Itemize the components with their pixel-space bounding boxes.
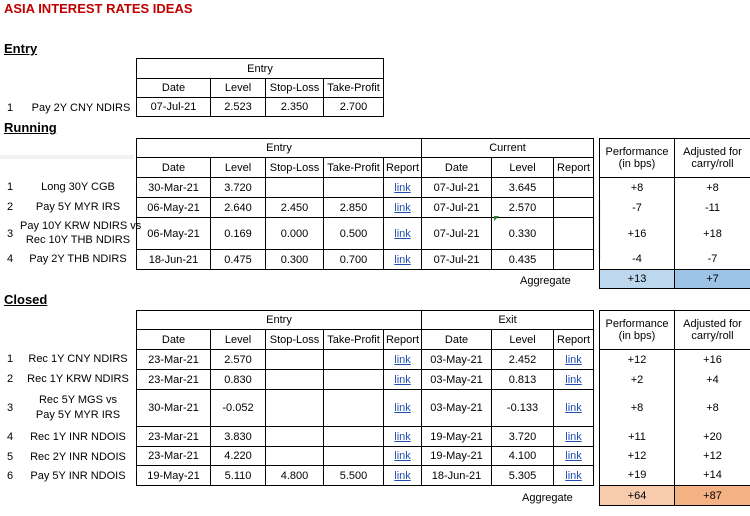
- trade-name: Pay 2Y CNY NDIRS: [31, 102, 131, 114]
- cell-stop-loss: [266, 390, 324, 427]
- adj-header: Adjusted for carry/roll: [675, 139, 750, 178]
- col-header-take-profit: Take-Profit: [324, 79, 384, 98]
- col-header-date: Date: [137, 330, 211, 350]
- report-link[interactable]: link: [394, 402, 411, 414]
- cell-stop-loss: 0.000: [266, 218, 324, 250]
- cell-level: 0.475: [211, 250, 266, 270]
- cell-exit-date: 03-May-21: [422, 370, 492, 390]
- trade-name-line2: Rec 10Y THB NDIRS: [25, 234, 131, 246]
- report-link[interactable]: link: [394, 253, 411, 266]
- cell-take-profit: [324, 178, 384, 198]
- aggregate-perf: +13: [600, 270, 675, 289]
- col-header-exit-report: Report: [554, 330, 594, 350]
- col-header-stop-loss: Stop-Loss: [266, 330, 324, 350]
- col-header-level: Level: [211, 158, 266, 178]
- report-link[interactable]: link: [394, 201, 411, 214]
- cell-date: 07-Jul-21: [137, 98, 211, 117]
- cell-adj: -7: [675, 250, 750, 270]
- cell-exit-date: 19-May-21: [422, 447, 492, 466]
- entry-table: [136, 58, 384, 117]
- cell-current-level: 0.435: [492, 250, 554, 270]
- cell-stop-loss: [266, 370, 324, 390]
- cell-take-profit: [324, 427, 384, 447]
- cell-exit-level: 2.452: [492, 350, 554, 370]
- row-index: 2: [7, 201, 14, 213]
- report-link[interactable]: link: [394, 469, 411, 482]
- cell-date: 06-May-21: [137, 218, 211, 250]
- row-index: 4: [7, 253, 14, 265]
- cell-perf: +2: [600, 370, 675, 390]
- table-row: [137, 370, 594, 390]
- table-row: [137, 390, 594, 427]
- section-heading-entry: Entry: [4, 41, 38, 56]
- cell-date: 23-Mar-21: [137, 370, 211, 390]
- perf-header: Performance (in bps): [600, 311, 675, 350]
- cell-level: 2.640: [211, 198, 266, 218]
- cell-take-profit: [324, 350, 384, 370]
- trade-name: Pay 5Y MYR IRS: [35, 201, 121, 213]
- aggregate-label: Aggregate: [520, 275, 571, 287]
- section-heading-closed: Closed: [4, 292, 48, 307]
- running-current-header: Current: [422, 139, 594, 158]
- table-row: [137, 350, 594, 370]
- report-link[interactable]: link: [394, 373, 411, 386]
- table-row: [137, 98, 384, 117]
- col-header-exit-level: Level: [492, 330, 554, 350]
- comment-marker-icon: [494, 216, 499, 221]
- entry-group-header: Entry: [137, 59, 384, 79]
- trade-name: Rec 5Y MGS vs: [38, 394, 118, 406]
- cell-level: -0.052: [211, 390, 266, 427]
- cell-adj: +16: [675, 350, 750, 370]
- cell-date: 23-Mar-21: [137, 447, 211, 466]
- closed-entry-header: Entry: [137, 311, 422, 330]
- report-link[interactable]: link: [394, 181, 411, 194]
- cell-exit-date: 18-Jun-21: [422, 466, 492, 486]
- col-header-report: Report: [384, 158, 422, 178]
- report-link[interactable]: link: [394, 430, 411, 443]
- row-index: 1: [7, 102, 14, 114]
- cell-current-report: [554, 218, 594, 250]
- cell-current-level: 0.330: [492, 218, 554, 250]
- cell-level: 3.720: [211, 178, 266, 198]
- trade-name: Pay 5Y INR NDOIS: [30, 470, 126, 482]
- table-row: [137, 198, 594, 218]
- col-header-report: Report: [384, 330, 422, 350]
- col-header-stop-loss: Stop-Loss: [266, 79, 324, 98]
- cell-level: 3.830: [211, 427, 266, 447]
- cell-level: 2.570: [211, 350, 266, 370]
- cell-adj: +4: [675, 370, 750, 390]
- col-header-date: Date: [137, 158, 211, 178]
- report-link[interactable]: link: [394, 227, 411, 240]
- exit-report-link[interactable]: link: [565, 353, 582, 366]
- cell-adj: +8: [675, 178, 750, 198]
- cell-current-level: 2.570: [492, 198, 554, 218]
- cell-perf: +12: [600, 350, 675, 370]
- cell-take-profit: 0.500: [324, 218, 384, 250]
- col-header-level: Level: [211, 330, 266, 350]
- closed-table: [136, 310, 594, 486]
- cell-take-profit: [324, 447, 384, 466]
- perf-header: Performance (in bps): [600, 139, 675, 178]
- closed-performance-table: [599, 310, 750, 506]
- cell-perf: +19: [600, 466, 675, 486]
- cell-adj: +8: [675, 390, 750, 427]
- cell-level: 5.110: [211, 466, 266, 486]
- cell-level: 2.523: [211, 98, 266, 117]
- col-header-date: Date: [137, 79, 211, 98]
- cell-date: 30-Mar-21: [137, 178, 211, 198]
- cell-current-level: 3.645: [492, 178, 554, 198]
- aggregate-adj: +87: [675, 486, 750, 506]
- cell-exit-level: 0.813: [492, 370, 554, 390]
- cell-current-date: 07-Jul-21: [422, 218, 492, 250]
- row-index: 5: [7, 451, 14, 463]
- trade-name: Pay 10Y KRW NDIRS vs: [20, 220, 142, 232]
- table-row: [137, 178, 594, 198]
- aggregate-label: Aggregate: [522, 492, 573, 504]
- cell-date: 19-May-21: [137, 466, 211, 486]
- cell-perf: +12: [600, 447, 675, 466]
- cell-stop-loss: [266, 447, 324, 466]
- row-index: 6: [7, 470, 14, 482]
- closed-exit-header: Exit: [422, 311, 594, 330]
- cell-exit-level: 4.100: [492, 447, 554, 466]
- cell-date: 23-Mar-21: [137, 427, 211, 447]
- trade-name: Rec 1Y CNY NDIRS: [28, 353, 128, 365]
- cell-perf: -4: [600, 250, 675, 270]
- col-header-level: Level: [211, 79, 266, 98]
- table-row: [137, 427, 594, 447]
- cell-level: 0.169: [211, 218, 266, 250]
- running-entry-header: Entry: [137, 139, 422, 158]
- cell-current-report: [554, 198, 594, 218]
- cell-current-report: [554, 178, 594, 198]
- cell-perf: +16: [600, 218, 675, 250]
- cell-stop-loss: [266, 178, 324, 198]
- cell-date: 30-Mar-21: [137, 390, 211, 427]
- table-row: [137, 250, 594, 270]
- row-index: 2: [7, 373, 14, 385]
- cell-adj: +18: [675, 218, 750, 250]
- cell-perf: -7: [600, 198, 675, 218]
- cell-stop-loss: 4.800: [266, 466, 324, 486]
- row-index: 3: [7, 228, 14, 240]
- exit-report-link[interactable]: link: [565, 430, 582, 443]
- table-row: [137, 466, 594, 486]
- col-header-exit-date: Date: [422, 330, 492, 350]
- cell-adj: +14: [675, 466, 750, 486]
- cell-adj: +12: [675, 447, 750, 466]
- cell-exit-level: 3.720: [492, 427, 554, 447]
- cell-level: 0.830: [211, 370, 266, 390]
- section-heading-running: Running: [4, 120, 57, 135]
- trade-name: Rec 2Y INR NDOIS: [30, 451, 126, 463]
- cell-exit-date: 03-May-21: [422, 350, 492, 370]
- cell-exit-date: 19-May-21: [422, 427, 492, 447]
- exit-report-link[interactable]: link: [565, 469, 582, 482]
- cell-current-date: 07-Jul-21: [422, 198, 492, 218]
- cell-current-report: [554, 250, 594, 270]
- row-index: 1: [7, 181, 14, 193]
- trade-name: Rec 1Y KRW NDIRS: [27, 373, 129, 385]
- page-title: ASIA INTEREST RATES IDEAS: [4, 1, 193, 16]
- row-index: 1: [7, 353, 14, 365]
- col-header-current-date: Date: [422, 158, 492, 178]
- cell-exit-level: -0.133: [492, 390, 554, 427]
- trade-name: Long 30Y CGB: [41, 181, 115, 193]
- cell-current-date: 07-Jul-21: [422, 250, 492, 270]
- cell-take-profit: 2.700: [324, 98, 384, 117]
- table-row: [137, 218, 594, 250]
- cell-take-profit: 0.700: [324, 250, 384, 270]
- running-performance-table: [599, 138, 750, 289]
- cell-exit-level: 5.305: [492, 466, 554, 486]
- cell-take-profit: [324, 370, 384, 390]
- cell-current-date: 07-Jul-21: [422, 178, 492, 198]
- row-index: 4: [7, 431, 14, 443]
- cell-stop-loss: 2.350: [266, 98, 324, 117]
- running-table: [136, 138, 594, 270]
- cell-perf: +11: [600, 427, 675, 447]
- cell-take-profit: [324, 390, 384, 427]
- aggregate-adj: +7: [675, 270, 750, 289]
- exit-report-link[interactable]: link: [565, 402, 582, 414]
- report-link[interactable]: link: [394, 353, 411, 366]
- trade-name: Rec 1Y INR NDOIS: [30, 431, 126, 443]
- cell-date: 06-May-21: [137, 198, 211, 218]
- cell-date: 23-Mar-21: [137, 350, 211, 370]
- cell-stop-loss: 0.300: [266, 250, 324, 270]
- row-index: 3: [7, 402, 14, 414]
- cell-perf: +8: [600, 390, 675, 427]
- col-header-current-report: Report: [554, 158, 594, 178]
- cell-adj: -11: [675, 198, 750, 218]
- report-link[interactable]: link: [394, 450, 411, 462]
- trade-name: Pay 2Y THB NDIRS: [29, 253, 127, 265]
- cell-stop-loss: 2.450: [266, 198, 324, 218]
- cell-take-profit: 5.500: [324, 466, 384, 486]
- cell-date: 18-Jun-21: [137, 250, 211, 270]
- cell-take-profit: 2.850: [324, 198, 384, 218]
- cell-stop-loss: [266, 350, 324, 370]
- trade-name-line2: Pay 5Y MYR IRS: [35, 409, 121, 421]
- cell-adj: +20: [675, 427, 750, 447]
- aggregate-perf: +64: [600, 486, 675, 506]
- table-row: [137, 447, 594, 466]
- cell-perf: +8: [600, 178, 675, 198]
- cell-exit-date: 03-May-21: [422, 390, 492, 427]
- cell-stop-loss: [266, 427, 324, 447]
- col-header-stop-loss: Stop-Loss: [266, 158, 324, 178]
- adj-header: Adjusted for carry/roll: [675, 311, 750, 350]
- cell-level: 4.220: [211, 447, 266, 466]
- col-header-take-profit: Take-Profit: [324, 330, 384, 350]
- exit-report-link[interactable]: link: [565, 450, 582, 462]
- exit-report-link[interactable]: link: [565, 373, 582, 386]
- col-header-current-level: Level: [492, 158, 554, 178]
- col-header-take-profit: Take-Profit: [324, 158, 384, 178]
